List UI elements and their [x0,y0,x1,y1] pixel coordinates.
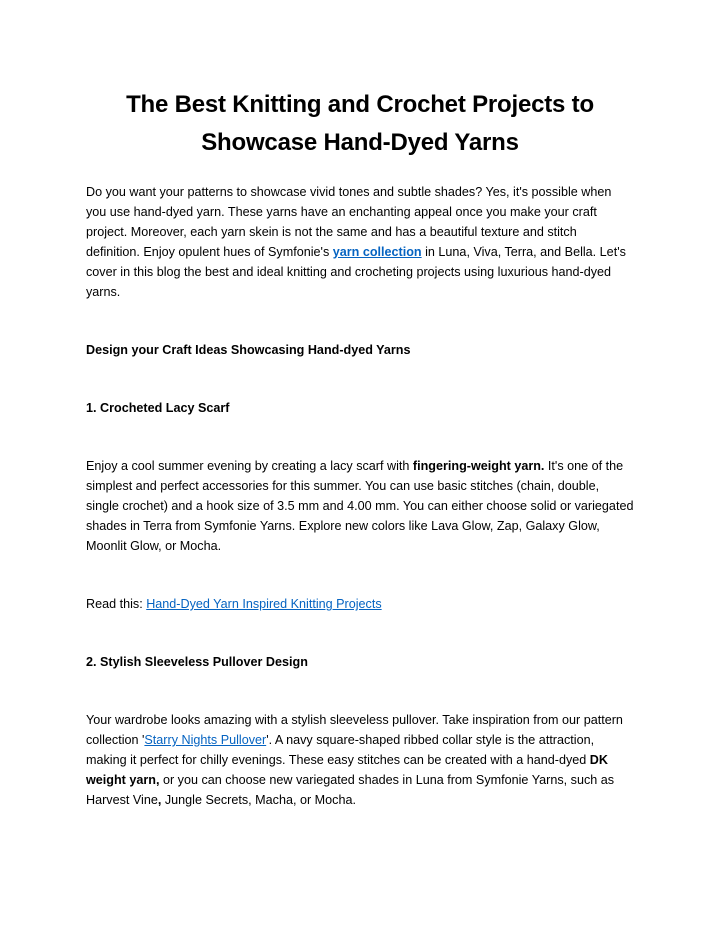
intro-text-2: in Luna, Viva, Terra, and Bella. Let's cover in this blog the best and ideal knitting and crocheting projects using luxurious hand-dyed yarns. [86,245,626,299]
read-this-line [86,594,634,614]
read-this-label: Read this: [86,597,147,611]
hand-dyed-projects-link[interactable]: Hand-Dyed Yarn Inspired Knitting Projects [146,597,382,611]
item1-text-1: Enjoy a cool summer evening by creating a lacy scarf with [86,459,413,473]
intro-text-1: Do you want your patterns to showcase vivid tones and subtle shades? Yes, it's possible when you use hand-dyed yarn. These yarns have an enchanting appeal once you make your craft project. Moreover, each yarn skein is not the same and has a beautiful texture and stitch definition. Enjoy opulent hues of Symfonie's [86,185,612,259]
section-heading: Design your Craft Ideas Showcasing Hand-dyed Yarns [86,343,411,357]
page-title: The Best Knitting and Crochet Projects to Showcase Hand-Dyed Yarns [126,91,594,156]
item2-paragraph [86,710,634,810]
item1-heading: 1. Crocheted Lacy Scarf [86,401,230,415]
item2-text-4: Jungle Secrets, Macha, or Mocha. [161,793,356,807]
starry-nights-link[interactable]: Starry Nights Pullover [144,733,267,747]
item2-text-2: '. A navy square-shaped ribbed collar style is the attraction, making it perfect for chilly evenings. These easy stitches can be created with a hand-dyed [86,733,595,767]
item1-paragraph [86,456,634,556]
item2-bold-yarn: DK weight yarn, [86,753,608,787]
item1-bold-yarn: fingering-weight yarn. [412,459,545,473]
intro-paragraph [86,182,634,302]
item2-text-3: or you can choose new variegated shades in Luna from Symfonie Yarns, such as Harvest Vine [86,773,615,807]
item1-text-2: It's one of the simplest and perfect accessories for this summer. You can use basic stitches (chain, double, single crochet) and a hook size of 3.5 mm and 4.00 mm. You can either choose solid or variegated shades in Terra from Symfonie Yarns. Explore new colors like Lava Glow, Zap, Galaxy Glow, Moonlit Glow, or Mocha. [86,459,634,553]
item2-text-1: Your wardrobe looks amazing with a stylish sleeveless pullover. Take inspiration from our pattern collection ' [86,713,623,747]
item2-heading: 2. Stylish Sleeveless Pullover Design [86,655,308,669]
item2-bold-comma: , [157,793,162,807]
yarn-collection-link[interactable]: yarn collection [332,245,422,259]
